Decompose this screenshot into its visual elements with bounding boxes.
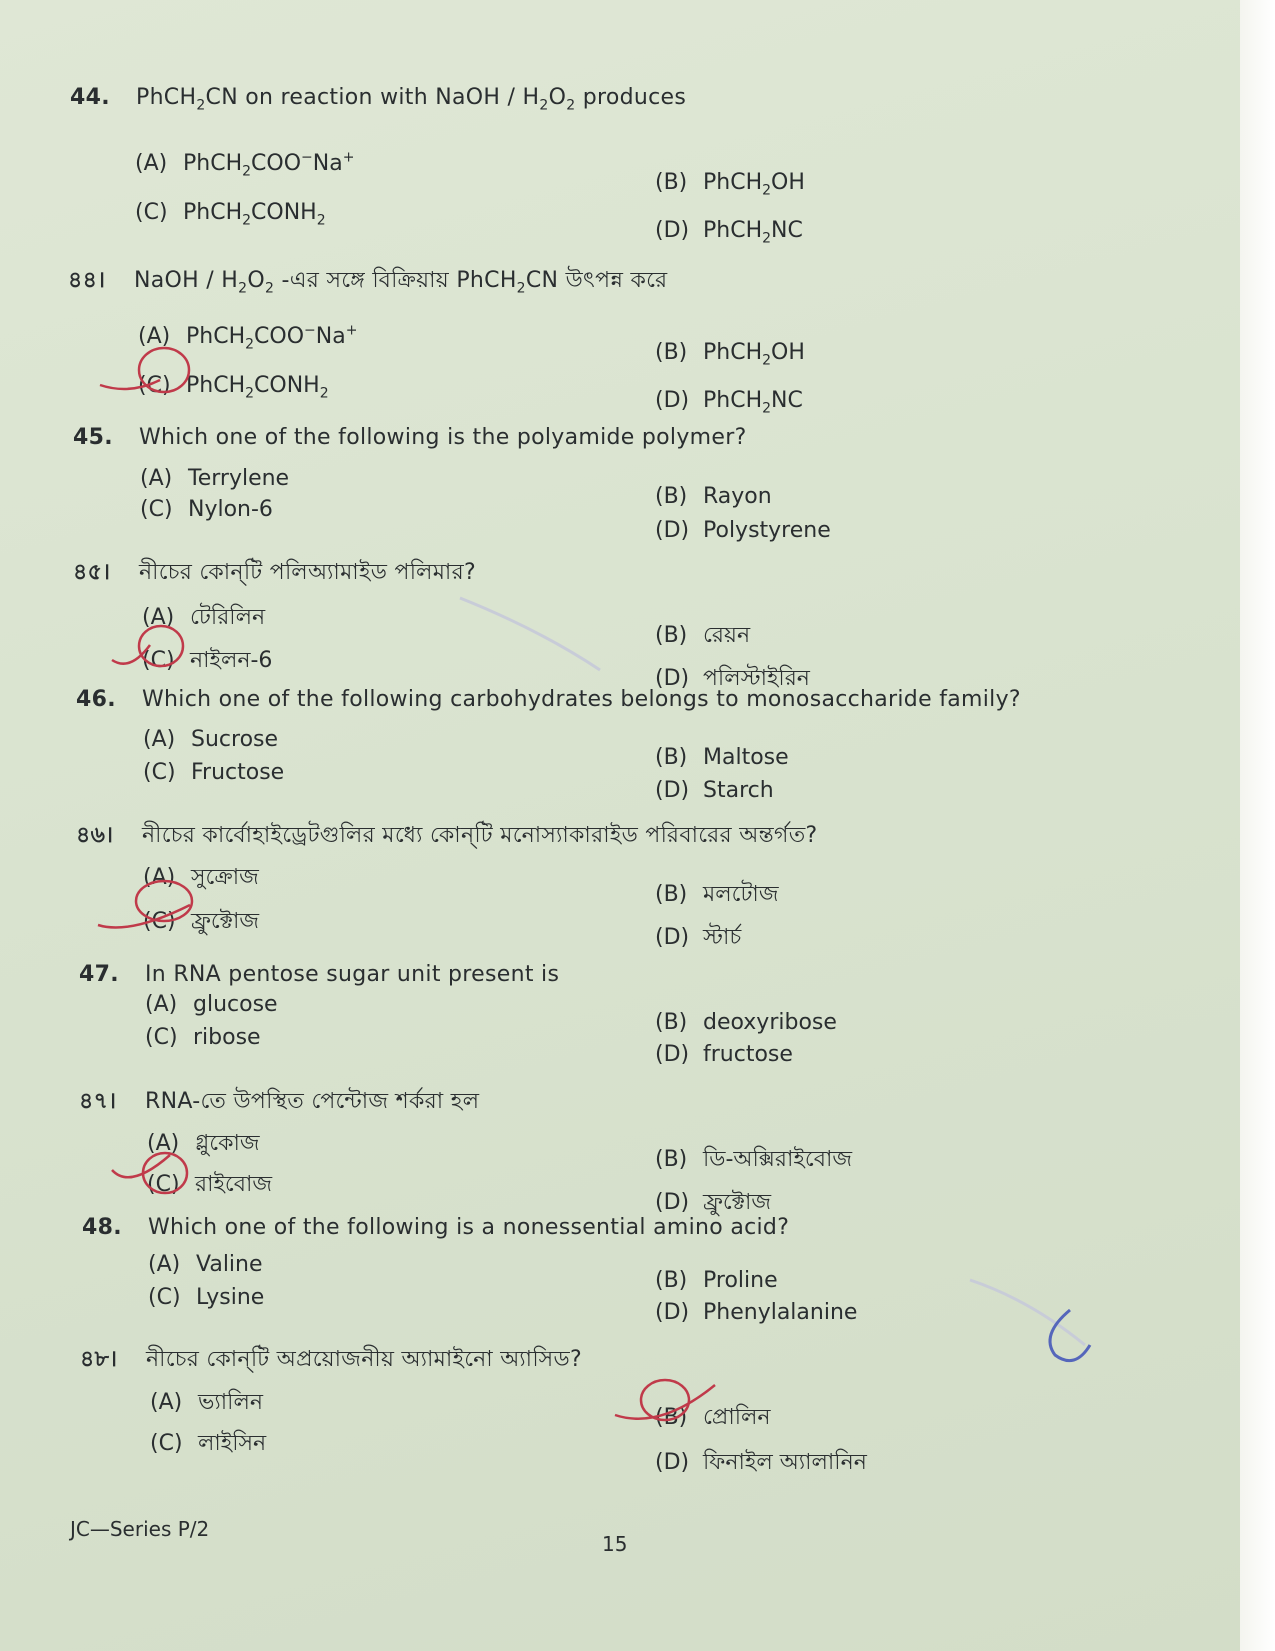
option-label: (A): [135, 151, 168, 177]
option-a: [140, 466, 289, 491]
option-text: নাইলন-6: [190, 648, 273, 673]
option-label: (C): [138, 373, 171, 398]
option-text: $PhCH_2CONH_2$: [186, 373, 329, 402]
option-text: glucose: [193, 992, 278, 1017]
option-a: [135, 150, 354, 180]
option-text: Lysine: [196, 1285, 265, 1310]
question-2: [68, 263, 667, 300]
option-d: [655, 1300, 857, 1325]
option-text: ডি-অক্সিরাইবোজ: [703, 1147, 853, 1172]
option-a: [147, 1126, 260, 1163]
option-a: [138, 323, 357, 353]
option-c: [135, 200, 326, 228]
option-text: সুক্রোজ: [191, 865, 259, 890]
option-b: [655, 170, 805, 198]
option-b: [655, 877, 779, 914]
question-text: PhCH$_2$CN on reaction with NaOH / $H_2O_2$ produces: [136, 85, 687, 114]
option-text: PhCH$_2$COO−Na+: [183, 150, 355, 180]
option-text: লাইসিন: [198, 1431, 267, 1456]
option-label: (B): [655, 484, 688, 509]
option-text: PhCH$_2$COO−Na+: [186, 323, 358, 353]
option-label: (D): [655, 1190, 690, 1215]
question-text: In RNA pentose sugar unit present is: [145, 962, 560, 987]
option-text: PhCH$_2$OH: [703, 170, 805, 199]
option-label: (B): [655, 623, 688, 648]
option-label: (D): [655, 1042, 690, 1067]
option-label: (A): [145, 992, 178, 1017]
option-label: (A): [143, 865, 176, 890]
option-label: (C): [150, 1431, 183, 1456]
option-text: Proline: [703, 1268, 778, 1293]
option-label: (A): [142, 605, 175, 630]
option-label: (B): [655, 1268, 688, 1293]
option-label: (A): [147, 1131, 180, 1156]
option-text: PhCH$_2$OH: [703, 340, 805, 369]
question-6: [76, 818, 818, 855]
option-text: $PhCH_2CONH_2$: [183, 200, 326, 229]
option-text: মলটোজ: [703, 882, 779, 907]
option-text: গ্লুকোজ: [195, 1131, 260, 1156]
option-text: Starch: [703, 778, 774, 803]
question-9: [82, 1215, 789, 1240]
option-a: [142, 600, 265, 637]
question-3: [73, 425, 747, 450]
question-text: Which one of the following is a nonessential amino acid?: [148, 1215, 790, 1240]
question-text: Which one of the following carbohydrates belongs to monosaccharide family?: [142, 687, 1021, 712]
footer-series: JC—Series P/2: [70, 1517, 210, 1541]
option-label: (D): [655, 778, 690, 803]
option-b: [655, 618, 750, 655]
option-label: (D): [655, 925, 690, 950]
option-a: [145, 992, 278, 1017]
option-text: টেরিলিন: [190, 605, 266, 630]
option-b: [655, 340, 805, 368]
option-c: [142, 643, 272, 680]
option-b: [655, 1010, 837, 1035]
question-number: 44.: [70, 85, 110, 110]
question-1: [70, 85, 686, 113]
option-label: (C): [135, 200, 168, 225]
option-label: (B): [655, 1010, 688, 1035]
question-number: ৪৬।: [76, 823, 114, 848]
option-d: [655, 920, 741, 957]
option-label: (A): [140, 466, 173, 491]
option-label: (D): [655, 1300, 690, 1325]
option-text: fructose: [703, 1042, 793, 1067]
option-text: PhCH$_2$NC: [703, 218, 803, 247]
option-text: PhCH$_2$NC: [703, 388, 803, 417]
question-5: [76, 687, 1021, 712]
option-a: [148, 1252, 263, 1277]
question-number: 48.: [82, 1215, 122, 1240]
question-10: [80, 1342, 582, 1379]
question-number: 47.: [79, 962, 119, 987]
option-text: Fructose: [191, 760, 285, 785]
option-label: (D): [655, 218, 690, 243]
option-c: [148, 1285, 264, 1310]
option-text: পলিস্টাইরিন: [703, 666, 810, 691]
option-text: ফ্রুক্টোজ: [703, 1190, 772, 1215]
question-text: নীচের কোন্‌টি অপ্রয়োজনীয় অ্যামাইনো অ্যাসিড?: [146, 1347, 582, 1372]
option-label: (C): [140, 497, 173, 522]
option-label: (D): [655, 666, 690, 691]
option-label: (B): [655, 170, 688, 195]
option-b: [655, 1400, 771, 1437]
option-text: Valine: [196, 1252, 263, 1277]
option-label: (A): [148, 1252, 181, 1277]
option-d: [655, 1042, 793, 1067]
option-label: (D): [655, 388, 690, 413]
option-label: (A): [150, 1390, 183, 1415]
page-number: 15: [602, 1532, 628, 1556]
option-text: Rayon: [703, 484, 772, 509]
option-a: [150, 1385, 263, 1422]
option-c: [150, 1426, 266, 1463]
question-text: NaOH / $H_2O_2$ -এর সঙ্গে বিক্রিয়ায় PhCH$_2$CN উৎপন্ন করে: [134, 268, 668, 297]
option-label: (D): [655, 1450, 690, 1475]
option-c: [140, 497, 273, 522]
option-text: deoxyribose: [703, 1010, 837, 1035]
option-a: [143, 727, 278, 752]
question-8: [79, 1084, 479, 1121]
option-b: [655, 1142, 852, 1179]
option-c: [138, 373, 329, 401]
option-label: (B): [655, 340, 688, 365]
option-label: (B): [655, 1405, 688, 1430]
question-number: ৪৭।: [79, 1089, 117, 1114]
option-d: [655, 388, 803, 416]
option-b: [655, 484, 772, 509]
option-label: (C): [143, 909, 176, 934]
question-text: RNA-তে উপস্থিত পেন্টোজ শর্করা হল: [145, 1089, 480, 1114]
option-label: (C): [143, 760, 176, 785]
option-text: ribose: [193, 1025, 261, 1050]
option-text: Maltose: [703, 745, 789, 770]
option-label: (C): [147, 1172, 180, 1197]
question-number: 45.: [73, 425, 113, 450]
option-text: Sucrose: [191, 727, 279, 752]
question-4: [73, 555, 476, 592]
option-text: Nylon-6: [188, 497, 273, 522]
option-c: [143, 904, 259, 941]
option-d: [655, 218, 803, 246]
option-c: [143, 760, 284, 785]
option-d: [655, 518, 831, 543]
question-7: [79, 962, 559, 987]
option-label: (D): [655, 518, 690, 543]
option-label: (A): [138, 324, 171, 350]
option-b: [655, 1268, 778, 1293]
option-d: [655, 1445, 867, 1482]
option-label: (C): [145, 1025, 178, 1050]
option-label: (C): [142, 648, 175, 673]
option-text: রাইবোজ: [195, 1172, 273, 1197]
option-text: রেয়ন: [703, 623, 751, 648]
option-label: (B): [655, 1147, 688, 1172]
option-label: (A): [143, 727, 176, 752]
option-text: প্রোলিন: [703, 1405, 771, 1430]
question-text: নীচের কোন্‌টি পলিঅ্যামাইড পলিমার?: [139, 560, 476, 585]
option-label: (B): [655, 745, 688, 770]
question-number: 46.: [76, 687, 116, 712]
option-label: (C): [148, 1285, 181, 1310]
option-text: ফ্রুক্টোজ: [191, 909, 260, 934]
option-b: [655, 745, 789, 770]
page-edge: [1240, 0, 1275, 1651]
question-number: ৪৫।: [73, 560, 111, 585]
option-a: [143, 860, 259, 897]
option-c: [147, 1167, 272, 1204]
option-c: [145, 1025, 261, 1050]
question-text: Which one of the following is the polyamide polymer?: [139, 425, 747, 450]
option-text: ভ্যালিন: [198, 1390, 263, 1415]
option-text: Terrylene: [188, 466, 290, 491]
option-label: (B): [655, 882, 688, 907]
question-number: ৪৪।: [68, 268, 106, 293]
option-text: Phenylalanine: [703, 1300, 858, 1325]
option-text: ফিনাইল অ্যালানিন: [703, 1450, 867, 1475]
question-text: নীচের কার্বোহাইড্রেটগুলির মধ্যে কোন্‌টি মনোস্যাকারাইড পরিবারের অন্তর্গত?: [142, 823, 818, 848]
option-d: [655, 778, 774, 803]
question-number: ৪৮।: [80, 1347, 118, 1372]
option-text: স্টার্চ: [703, 925, 742, 950]
option-text: Polystyrene: [703, 518, 831, 543]
